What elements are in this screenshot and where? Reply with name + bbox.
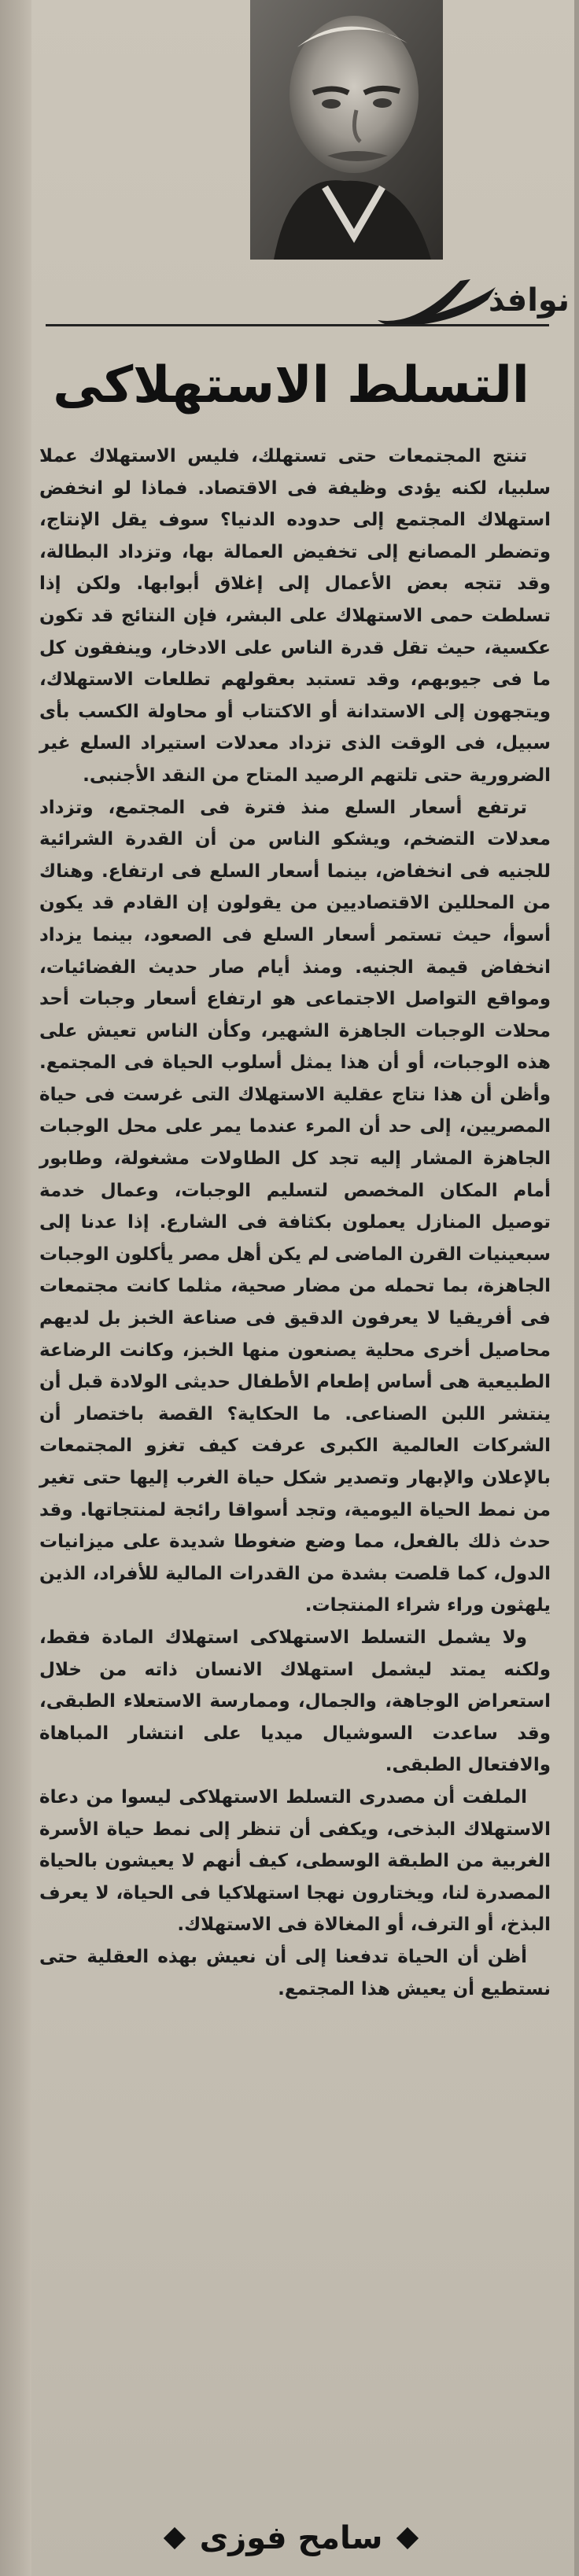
author-photo xyxy=(250,0,443,260)
paragraph: أظن أن الحياة تدفعنا إلى أن نعيش بهذه العقلية حتى نستطيع أن يعيش هذا المجتمع. xyxy=(39,1946,551,1999)
paragraph: ترتفع أسعار السلع منذ فترة فى المجتمع، وتزداد معدلات التضخم، ويشكو الناس من أن القدرة الشرائية للجنيه فى انخفاض، بينما أسعار السلع فى ارتفاع. وهناك من المحللين الاقتصاديين من يقولون إن القادم قد يكون أسوأ، حيث تستمر أسعار السلع فى الصعود، بينما يزداد انخفاض قيمة الجنيه. ومنذ أيام صار حديث الفضائيات، ومواقع التواصل الاجتماعى هو ارتفاع أسعار وجبات أحد محلات الوجبات الجاهزة الشهير، وكأن الناس تعيش على هذه الوجبات، أو أن هذا يمثل أسلوب الحياة فى المجتمع. وأظن أن هذا نتاج عقلية الاستهلاك التى غرست فى حياة المصريين، إلى حد أن المرء عندما يمر على محل الوجبات الجاهزة المشار إليه تجد كل الطاولات مشغولة، وطابور أمام المكان المخصص لتسليم الوجبات، وعمال خدمة توصيل المنازل يعملون بكثافة فى الشارع. إذا عدنا إلى سبعينيات القرن الماضى لم يكن أهل مصر يأكلون الوجبات الجاهزة، بما تحمله من مضار صحية، مثلما كانت مجتمعات فى أفريقيا لا يعرفون الدقيق فى صناعة الخبز بل لديهم محاصيل أخرى محلية يصنعون منها الخبز، وكانت الرضاعة الطبيعية هى أساس إطعام الأطفال حديثى الولادة قبل أن ينتشر اللبن الصناعى. ما الحكاية؟ القصة باختصار أن الشركات العالمية الكبرى عرفت كيف تغزو المجتمعات بالإعلان والإبهار وتصدير شكل حياة الغرب إليها حتى تغير من نمط الحياة اليومية، وتجد أسواقا رائجة لمنتجاتها. وقد حدث ذلك بالفعل، مما وضع ضغوطا شديدة على ميزانيات الدول، كما قلصت بشدة من القدرات المالية للأفراد، الذين يلهثون وراء شراء المنتجات. xyxy=(39,797,551,1616)
page-edge xyxy=(574,0,579,2576)
article-headline: التسلط الاستهلاكى xyxy=(53,356,529,415)
diamond-icon xyxy=(164,2527,186,2549)
byline xyxy=(31,2513,551,2563)
author-name: سامح فوزى xyxy=(199,2520,383,2556)
paragraph: ولا يشمل التسلط الاستهلاكى استهلاك المادة فقط، ولكنه يمتد ليشمل استهلاك الانسان ذاته من خلال استعراض الوجاهة، والجمال، وممارسة الاستعلاء الطبقى، وقد ساعدت السوشيال ميديا على انتشار المباهاة والافتعال الطبقى. xyxy=(39,1627,551,1776)
brand-swoosh-icon xyxy=(370,271,503,338)
column-brand xyxy=(370,271,576,338)
diamond-icon xyxy=(396,2527,418,2549)
paragraph: تنتج المجتمعات حتى تستهلك، فليس الاستهلاك عملا سلبيا، لكنه يؤدى وظيفة فى الاقتصاد. فماذا لو انخفض استهلاك المجتمع إلى حدوده الدنيا؟ سوف يقل الإنتاج، وتضطر المصانع إلى تخفيض العمالة بها، وتزداد البطالة، وقد تتجه بعض الأعمال إلى إغلاق أبوابها. ولكن إذا تسلطت حمى الاستهلاك على البشر، فإن النتائج قد تكون عكسية، حيث تقل قدرة الناس على الادخار، وينفقون كل ما فى جيوبهم، وقد تستبد بعقولهم تطلعات الاستهلاك، ويتجهون إلى الاستدانة أو الاكتتاب أو محاولة الكسب بأى سبيل، فى الوقت الذى تزداد معدلات استيراد السلع غير الضرورية حتى تلتهم الرصيد المتاح من النقد الأجنبى. xyxy=(39,446,551,786)
paragraph: الملفت أن مصدرى التسلط الاستهلاكى ليسوا من دعاة الاستهلاك البذخى، ويكفى أن تنظر إلى نمط حياة الأسرة الغربية من الطبقة الوسطى، كيف أنهم لا يعيشون بالحياة المصدرة لنا، ويختارون نهجا استهلاكيا فى الحياة، لا يعرف البذخ، أو الترف، أو المغالاة فى الاستهلاك. xyxy=(39,1786,551,1936)
neighbor-column-fragment xyxy=(441,8,574,42)
article-body xyxy=(39,440,551,2005)
column-name: نوافذ xyxy=(488,282,570,319)
header-rule xyxy=(46,324,549,326)
adjacent-column-bleed xyxy=(0,0,31,2576)
